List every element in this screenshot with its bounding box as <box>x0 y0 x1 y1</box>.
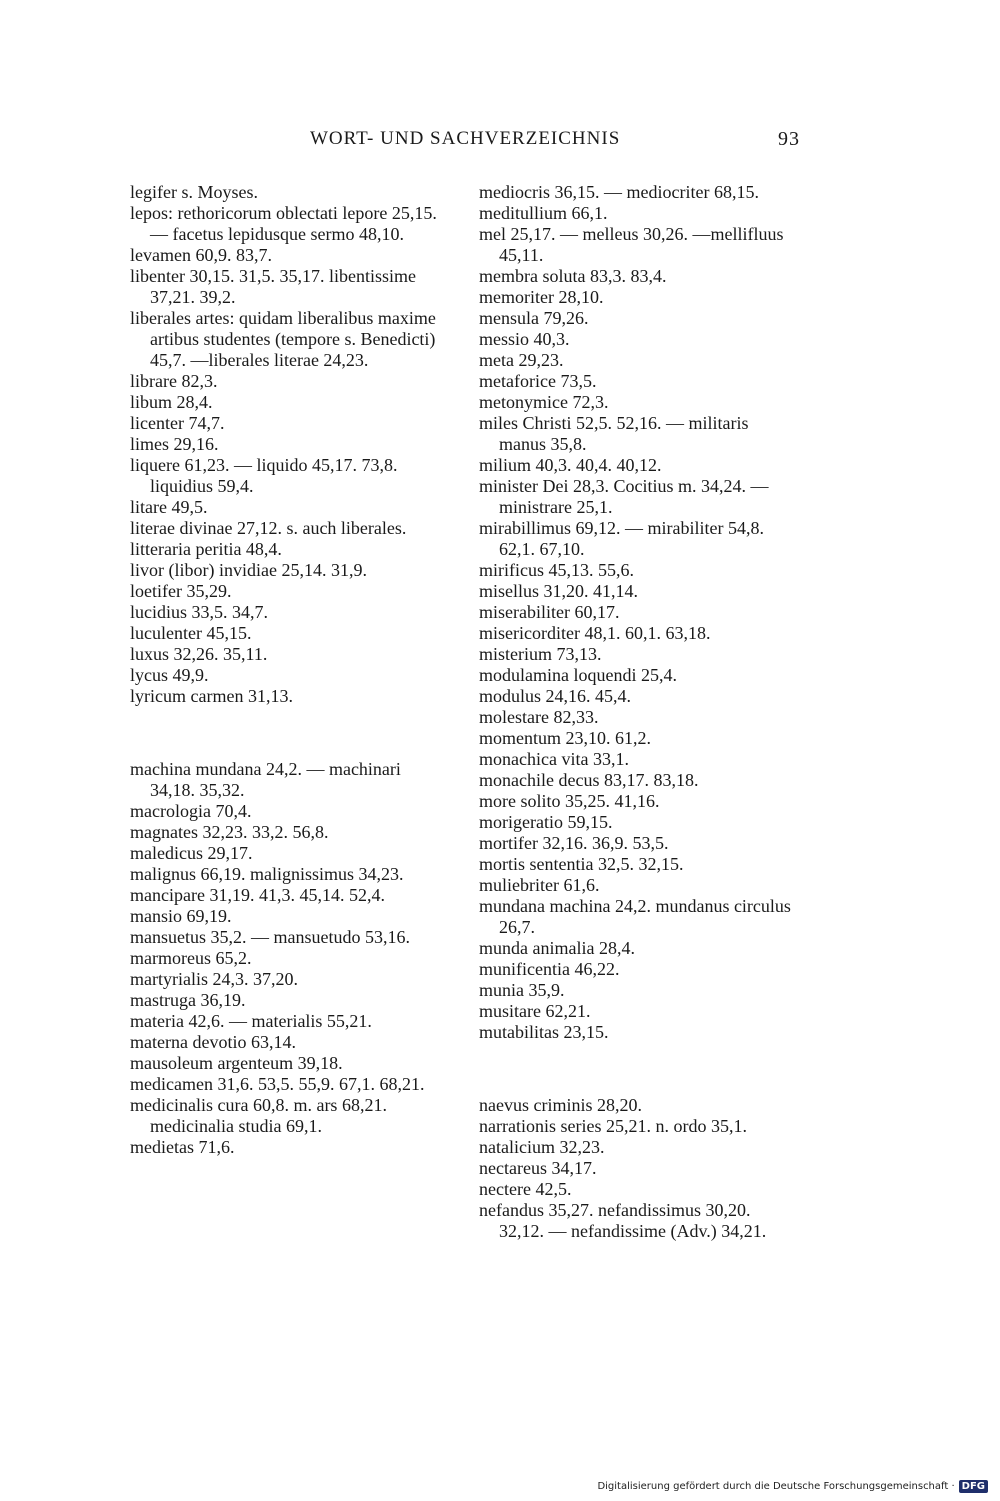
index-entry: naevus criminis 28,20. <box>479 1095 642 1115</box>
index-entry: malignus 66,19. malignissimus 34,23. <box>130 864 404 884</box>
index-entry: luxus 32,26. 35,11. <box>130 644 268 664</box>
right-column <box>479 182 799 1242</box>
index-entry: mediocris 36,15. — mediocriter 68,15. <box>479 182 759 202</box>
index-entry: lycus 49,9. <box>130 665 209 685</box>
index-entry: misellus 31,20. 41,14. <box>479 581 639 601</box>
index-entry: mortifer 32,16. 36,9. 53,5. <box>479 833 669 853</box>
index-entry: legifer s. Moyses. <box>130 182 258 202</box>
index-entry: more solito 35,25. 41,16. <box>479 791 660 811</box>
page-title: WORT- UND SACHVERZEICHNIS <box>310 128 621 149</box>
index-entry: mausoleum argenteum 39,18. <box>130 1053 343 1073</box>
index-entry: literae divinae 27,12. s. auch liberales. <box>130 518 407 538</box>
index-entry: momentum 23,10. 61,2. <box>479 728 651 748</box>
section-gap <box>130 707 450 759</box>
index-entry: medietas 71,6. <box>130 1137 235 1157</box>
index-entry: litare 49,5. <box>130 497 208 517</box>
index-entry: lepos: rethoricorum oblectati lepore 25,15. — facetus lepidusque sermo 48,10. <box>130 203 437 244</box>
index-entry: magnates 32,23. 33,2. 56,8. <box>130 822 329 842</box>
index-entry: maledicus 29,17. <box>130 843 253 863</box>
index-entry: limes 29,16. <box>130 434 219 454</box>
index-entry: mansio 69,19. <box>130 906 232 926</box>
index-entry: libum 28,4. <box>130 392 213 412</box>
index-entry: materia 42,6. — materialis 55,21. <box>130 1011 372 1031</box>
section-gap <box>479 1043 799 1095</box>
index-entry: narrationis series 25,21. n. ordo 35,1. <box>479 1116 747 1136</box>
index-entry: levamen 60,9. 83,7. <box>130 245 272 265</box>
index-entry: musitare 62,21. <box>479 1001 591 1021</box>
footer-text: Digitalisierung gefördert durch die Deutsche Forschungsgemeinschaft · <box>597 1481 955 1492</box>
index-entry: lucidius 33,5. 34,7. <box>130 602 268 622</box>
index-entry: libenter 30,15. 31,5. 35,17. libentissime 37,21. 39,2. <box>130 266 416 307</box>
index-entry: munia 35,9. <box>479 980 565 1000</box>
index-entry: muliebriter 61,6. <box>479 875 600 895</box>
index-entry: macrologia 70,4. <box>130 801 252 821</box>
index-entry: mirificus 45,13. 55,6. <box>479 560 634 580</box>
index-entry: milium 40,3. 40,4. 40,12. <box>479 455 662 475</box>
index-entry: monachile decus 83,17. 83,18. <box>479 770 699 790</box>
index-entry: nectareus 34,17. <box>479 1158 597 1178</box>
index-entry: mensula 79,26. <box>479 308 589 328</box>
index-entry: morigeratio 59,15. <box>479 812 613 832</box>
index-entry: munda animalia 28,4. <box>479 938 635 958</box>
index-entry: misericorditer 48,1. 60,1. 63,18. <box>479 623 711 643</box>
index-entry: mel 25,17. — melleus 30,26. —mellifluus 45,11. <box>479 224 784 265</box>
index-entry: modulus 24,16. 45,4. <box>479 686 632 706</box>
index-entry: monachica vita 33,1. <box>479 749 629 769</box>
index-entry: loetifer 35,29. <box>130 581 232 601</box>
index-entry: nefandus 35,27. nefandissimus 30,20. 32,12. — nefandissime (Adv.) 34,21. <box>479 1200 767 1241</box>
index-entry: messio 40,3. <box>479 329 570 349</box>
index-entry: materna devotio 63,14. <box>130 1032 296 1052</box>
index-entry: martyrialis 24,3. 37,20. <box>130 969 298 989</box>
index-entry: mansuetus 35,2. — mansuetudo 53,16. <box>130 927 410 947</box>
index-entry: molestare 82,33. <box>479 707 599 727</box>
index-entry: natalicium 32,23. <box>479 1137 605 1157</box>
index-entry: machina mundana 24,2. — machinari 34,18. 35,32. <box>130 759 401 800</box>
left-column <box>130 182 450 1158</box>
index-entry: lyricum carmen 31,13. <box>130 686 293 706</box>
index-entry: marmoreus 65,2. <box>130 948 252 968</box>
index-entry: medicinalis cura 60,8. m. ars 68,21. medicinalia studia 69,1. <box>130 1095 387 1136</box>
page-number: 93 <box>778 128 800 150</box>
index-entry: livor (libor) invidiae 25,14. 31,9. <box>130 560 367 580</box>
index-entry: modulamina loquendi 25,4. <box>479 665 677 685</box>
index-entry: membra soluta 83,3. 83,4. <box>479 266 667 286</box>
index-entry: minister Dei 28,3. Cocitius m. 34,24. — ministrare 25,1. <box>479 476 769 517</box>
index-entry: mirabillimus 69,12. — mirabiliter 54,8. 62,1. 67,10. <box>479 518 764 559</box>
index-entry: miserabiliter 60,17. <box>479 602 620 622</box>
index-entry: mundana machina 24,2. mundanus circulus 26,7. <box>479 896 791 937</box>
index-entry: misterium 73,13. <box>479 644 602 664</box>
index-entry: mutabilitas 23,15. <box>479 1022 609 1042</box>
dfg-logo: DFG <box>959 1480 988 1493</box>
index-entry: meta 29,23. <box>479 350 564 370</box>
footer <box>597 1480 988 1493</box>
index-entry: memoriter 28,10. <box>479 287 604 307</box>
index-entry: miles Christi 52,5. 52,16. — militaris manus 35,8. <box>479 413 749 454</box>
index-entry: luculenter 45,15. <box>130 623 252 643</box>
index-entry: mancipare 31,19. 41,3. 45,14. 52,4. <box>130 885 385 905</box>
index-entry: metonymice 72,3. <box>479 392 609 412</box>
index-entry: licenter 74,7. <box>130 413 225 433</box>
index-entry: meditullium 66,1. <box>479 203 608 223</box>
index-entry: litteraria peritia 48,4. <box>130 539 282 559</box>
index-entry: liquere 61,23. — liquido 45,17. 73,8. liquidius 59,4. <box>130 455 398 496</box>
index-entry: mastruga 36,19. <box>130 990 246 1010</box>
page-header <box>130 128 800 154</box>
index-entry: nectere 42,5. <box>479 1179 572 1199</box>
index-entry: metaforice 73,5. <box>479 371 597 391</box>
index-entry: medicamen 31,6. 53,5. 55,9. 67,1. 68,21. <box>130 1074 425 1094</box>
index-entry: munificentia 46,22. <box>479 959 620 979</box>
index-entry: librare 82,3. <box>130 371 218 391</box>
index-entry: mortis sententia 32,5. 32,15. <box>479 854 684 874</box>
index-entry: liberales artes: quidam liberalibus maxime artibus studentes (tempore s. Benedicti) 45,7. —liberales literae 24,23. <box>130 308 436 370</box>
